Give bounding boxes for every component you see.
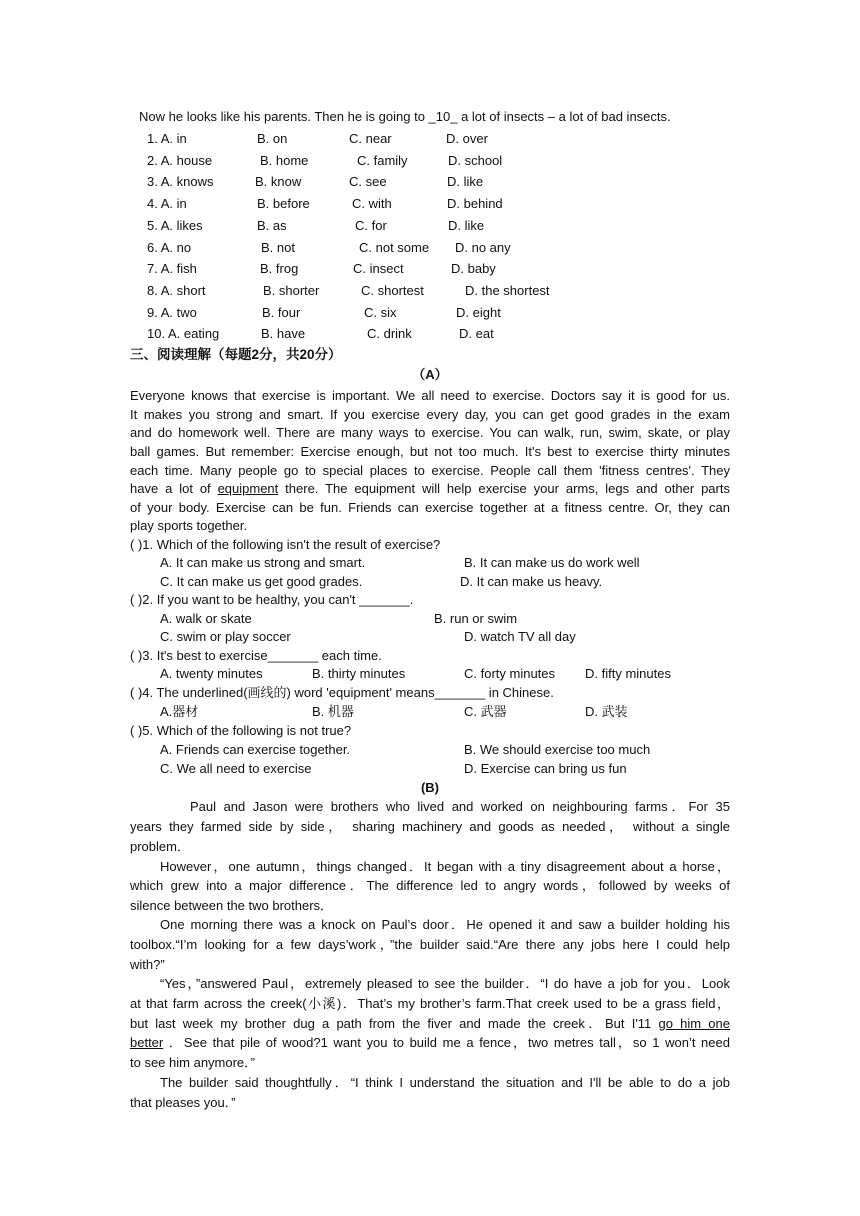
cloze-option-a: 1. A. in bbox=[147, 131, 187, 146]
cloze-option-a: 2. A. house bbox=[147, 152, 213, 168]
cloze-option-b: B. home bbox=[260, 152, 309, 168]
cloze-option-d: D. like bbox=[448, 217, 485, 233]
cloze-option-d: D. baby bbox=[451, 261, 496, 277]
q4-option-d: D. 武装 bbox=[585, 704, 628, 719]
cloze-option-c: C. family bbox=[357, 152, 408, 168]
q4-option-b: B. 机器 bbox=[312, 704, 354, 719]
cloze-option-d: D. eat bbox=[459, 326, 494, 342]
cloze-option-c: C. drink bbox=[367, 326, 412, 342]
passage-b-line: which grew into a major difference．The difference led to angry words，followed by weeks of bbox=[130, 878, 730, 893]
passage-a-line: play sports together. bbox=[130, 518, 248, 533]
cloze-option-c: C. not some bbox=[359, 239, 430, 255]
q5-option-a: A. Friends can exercise together. bbox=[160, 742, 351, 757]
cloze-option-d: D. no any bbox=[455, 239, 511, 255]
cloze-option-b: B. four bbox=[262, 304, 301, 320]
passage-b-line: that pleases you．” bbox=[130, 1095, 236, 1110]
underlined-word: equipment bbox=[217, 481, 279, 496]
passage-b-line: Paul and Jason were brothers who lived and worked on neighbouring farms．For 35 bbox=[190, 799, 730, 814]
q4-option-a: A.器材 bbox=[160, 704, 199, 719]
passage-a-line: each time. Many people go to special places to exercise. People call them 'fitness centres'. They bbox=[130, 463, 730, 478]
cloze-option-a: 5. A. likes bbox=[147, 217, 203, 233]
passage-text: but last week my brother dug a path from the fiver and made the creek．But I'11 bbox=[130, 1016, 652, 1031]
question-3: ( )3. It's best to exercise_______ each time. bbox=[130, 648, 382, 663]
passage-a-line-equipment bbox=[130, 480, 730, 498]
q3-option-a: A. twenty minutes bbox=[160, 666, 263, 681]
question-1: ( )1. Which of the following isn't the result of exercise? bbox=[130, 537, 441, 552]
cloze-option-a: 8. A. short bbox=[147, 282, 206, 298]
cloze-last-line: Now he looks like his parents. Then he is going to _10_ a lot of insects – a lot of bad insects. bbox=[139, 109, 671, 124]
passage-a-line: Everyone knows that exercise is important. We all need to exercise. Doctors say it is good for us. bbox=[130, 388, 730, 403]
q1-option-c: C. It can make us get good grades. bbox=[160, 574, 363, 589]
passage-b-line: toolbox.“I’m looking for a few days’work，”the builder said.“Are there any jobs here I could help bbox=[130, 937, 730, 952]
q3-option-b: B. thirty minutes bbox=[312, 666, 406, 681]
cloze-option-d: D. the shortest bbox=[465, 282, 550, 298]
cloze-option-b: B. frog bbox=[260, 261, 299, 277]
q1-option-a: A. It can make us strong and smart. bbox=[160, 555, 366, 570]
cloze-option-c: C. for bbox=[355, 217, 387, 233]
underlined-phrase: go him one bbox=[658, 1016, 730, 1031]
part-a-label: （A） bbox=[412, 367, 448, 382]
cloze-option-b: B. on bbox=[257, 131, 288, 146]
passage-a-line: It makes you strong and smart. If you exercise every day, you can get good grades in the exam bbox=[130, 407, 730, 422]
cloze-option-d: D. school bbox=[448, 152, 503, 168]
passage-text: there. The equipment will help exercise your arms, legs and other parts bbox=[285, 481, 730, 496]
passage-b-line: at that farm across the creek(小溪)．That’s my brother’s farm.That creek used to be a grass field， bbox=[130, 996, 730, 1011]
passage-b-line: The builder said thoughtfully．“I think I understand the situation and I'll be able to do a job bbox=[160, 1075, 730, 1090]
cloze-option-d: D. over bbox=[446, 131, 488, 146]
q2-option-c: C. swim or play soccer bbox=[160, 629, 291, 644]
cloze-option-a: 4. A. in bbox=[147, 196, 187, 212]
underlined-phrase: better bbox=[130, 1035, 164, 1050]
q5-option-d: D. Exercise can bring us fun bbox=[464, 761, 627, 776]
cloze-option-d: D. behind bbox=[447, 196, 503, 212]
q1-option-b: B. It can make us do work well bbox=[464, 555, 640, 570]
question-5: ( )5. Which of the following is not true? bbox=[130, 723, 352, 738]
passage-b-line-underlined bbox=[130, 1015, 730, 1033]
passage-b-line: silence between the two brothers． bbox=[130, 898, 334, 913]
passage-b-line: with?” bbox=[130, 957, 165, 972]
cloze-option-a: 7. A. fish bbox=[147, 261, 197, 277]
cloze-option-b: B. as bbox=[257, 217, 287, 233]
cloze-option-d: D. eight bbox=[456, 304, 501, 320]
passage-a-line: of your body. Exercise can be fun. Friends can exercise together at a fitness centre. Or, they can bbox=[130, 500, 730, 515]
q2-option-d: D. watch TV all day bbox=[464, 629, 576, 644]
q3-option-c: C. forty minutes bbox=[464, 666, 556, 681]
cloze-option-c: C. insect bbox=[353, 261, 404, 277]
passage-b-line: problem． bbox=[130, 839, 190, 854]
cloze-option-b: B. know bbox=[255, 174, 302, 190]
cloze-option-c: C. near bbox=[349, 131, 392, 146]
cloze-option-b: B. have bbox=[261, 326, 306, 342]
passage-b-line: years they farmed side by side， sharing machinery and goods as needed， without a single bbox=[130, 819, 730, 834]
passage-a-line: and do homework well. There are many ways to exercise. You can walk, run, swim, skate, or play bbox=[130, 425, 730, 440]
question-4: ( )4. The underlined(画线的) word 'equipment' means_______ in Chinese. bbox=[130, 685, 554, 700]
cloze-option-d: D. like bbox=[447, 174, 484, 190]
cloze-option-a: 9. A. two bbox=[147, 304, 197, 320]
cloze-option-b: B. shorter bbox=[263, 282, 320, 298]
passage-b-line-underlined bbox=[130, 1034, 730, 1052]
passage-a-line: ball games. But remember: Exercise enough, but not too much. It's best to exercise thirty minutes bbox=[130, 444, 730, 459]
q5-option-b: B. We should exercise too much bbox=[464, 742, 651, 757]
q4-option-c: C. 武器 bbox=[464, 704, 507, 719]
passage-b-line: However，one autumn，things changed．It began with a tiny disagreement about a horse， bbox=[160, 859, 730, 874]
section-heading: 三、阅读理解（每题2分，共20分） bbox=[130, 347, 342, 362]
q1-option-d: D. It can make us heavy. bbox=[460, 574, 603, 589]
passage-b-line: “Yes，”answered Paul，extremely pleased to see the builder．“I do have a job for you．Look bbox=[160, 976, 730, 991]
q2-option-a: A. walk or skate bbox=[160, 611, 252, 626]
passage-b-line: to see him anymore．” bbox=[130, 1055, 255, 1070]
cloze-option-b: B. before bbox=[257, 196, 310, 212]
q3-option-d: D. fifty minutes bbox=[585, 666, 671, 681]
cloze-option-b: B. not bbox=[261, 239, 295, 255]
cloze-option-a: 10. A. eating bbox=[147, 326, 220, 342]
cloze-option-c: C. see bbox=[349, 174, 387, 190]
cloze-option-c: C. with bbox=[352, 196, 392, 212]
part-b-label: (B) bbox=[420, 780, 440, 795]
question-2: ( )2. If you want to be healthy, you can't _______. bbox=[130, 592, 414, 607]
cloze-option-a: 3. A. knows bbox=[147, 174, 214, 190]
cloze-option-c: C. six bbox=[364, 304, 397, 320]
passage-text: ．See that pile of wood?1 want you to build me a fence，two metres tall，so 1 won’t need bbox=[168, 1035, 730, 1050]
q5-option-c: C. We all need to exercise bbox=[160, 761, 312, 776]
cloze-option-a: 6. A. no bbox=[147, 239, 192, 255]
passage-text: have a lot of bbox=[130, 481, 211, 496]
passage-b-line: One morning there was a knock on Paul’s door．He opened it and saw a builder holding his bbox=[160, 917, 730, 932]
q2-option-b: B. run or swim bbox=[434, 611, 518, 626]
cloze-option-c: C. shortest bbox=[361, 282, 424, 298]
